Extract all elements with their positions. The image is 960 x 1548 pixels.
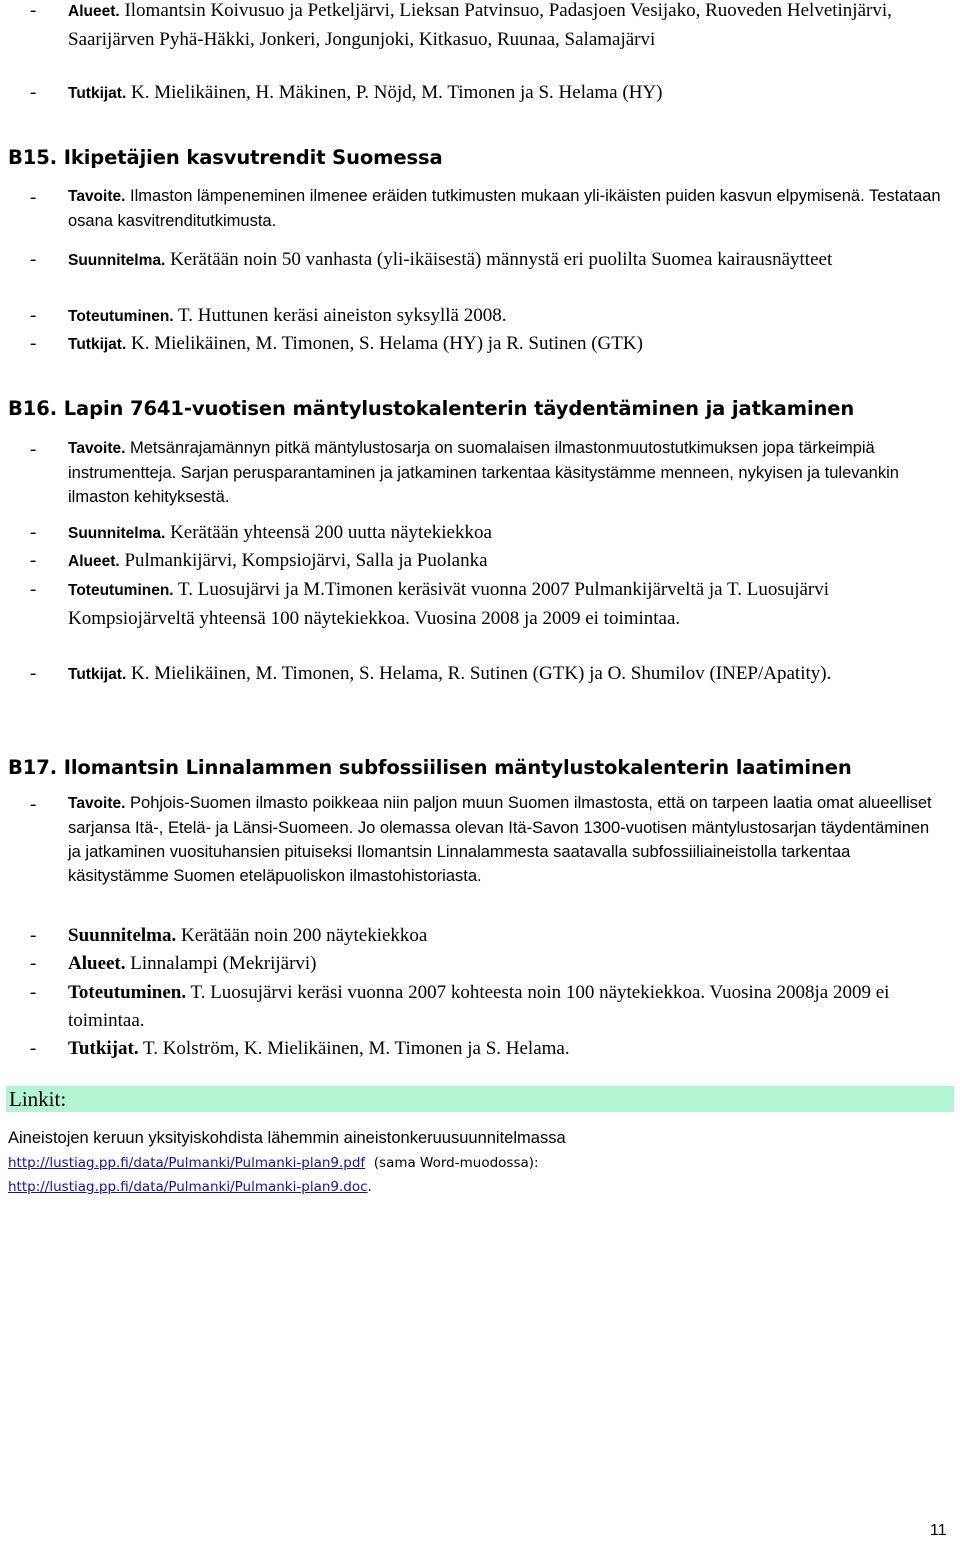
tutkijat-label: Tutkijat. [68,1038,139,1059]
tavoite-label: Tavoite. [68,188,126,205]
links-period: . [367,1179,372,1195]
bullet-dash: - [30,550,37,571]
tavoite-text: Metsänrajamännyn pitkä mäntylustosarja on suomalaisen ilmastonmuutostutkimuksen jopa tärkeimpiä instrumentteja. Sarjan perusparantaminen ja jatkaminen tarkentaa käsitystämme menneen, nykyisen ja tulevankin ilmaston kehityksestä. [68,439,899,506]
tutkijat-text: K. Mielikäinen, H. Mäkinen, P. Nöjd, M. Timonen ja S. Helama (HY) [131,82,663,103]
tutkijat-text: K. Mielikäinen, M. Timonen, S. Helama (HY) ja R. Sutinen (GTK) [131,333,643,354]
link-doc[interactable]: http://lustiag.pp.fi/data/Pulmanki/Pulmanki-plan9.doc [8,1179,368,1195]
suunnitelma-label: Suunnitelma. [68,525,166,542]
suunnitelma-text: Kerätään noin 200 näytekiekkoa [180,925,428,946]
bullet-dash: - [30,333,37,354]
tutkijat-item [30,79,945,108]
links-heading: Linkit: [9,1087,67,1111]
bullet-dash: - [30,982,37,1003]
alueet-text: Linnalampi (Mekrijärvi) [130,953,317,974]
tavoite-label: Tavoite. [68,440,126,457]
links-intro: Aineistojen keruun yksityiskohdista lähemmin aineistonkeruusuunnitelmassa [8,1129,566,1147]
tutkijat-label: Tutkijat. [68,666,127,683]
tutkijat-text: T. Kolström, K. Mielikäinen, M. Timonen ja S. Helama. [143,1038,570,1059]
bullet-dash: - [30,305,37,326]
toteutuminen-label: Toteutuminen. [68,582,174,599]
toteutuminen-text: T. Luosujärvi keräsi vuonna 2007 kohteesta noin 100 näytekiekkoa. Vuosina 2008ja 2009 ei toimintaa. [68,982,890,1031]
tutkijat-text: K. Mielikäinen, M. Timonen, S. Helama, R. Sutinen (GTK) ja O. Shumilov (INEP/Apatity). [131,663,832,684]
section-heading-b16: B16. Lapin 7641-vuotisen mäntylustokalenterin täydentäminen ja jatkaminen [8,397,855,420]
toteutuminen-item [30,302,945,331]
bullet-dash: - [30,522,37,543]
tutkijat-label: Tutkijat. [68,85,127,102]
tutkijat-item [30,330,945,359]
toteutuminen-text: T. Huttunen keräsi aineiston syksyllä 2008. [178,305,507,326]
alueet-label: Alueet. [68,553,120,570]
alueet-item [30,547,945,576]
bullet-dash: - [30,82,37,103]
toteutuminen-label: Toteutuminen. [68,308,174,325]
tutkijat-label: Tutkijat. [68,336,127,353]
bullet-dash: - [30,663,37,684]
bullet-dash: - [30,925,37,946]
alueet-item [30,950,945,978]
page-number: 11 [930,1522,947,1539]
alueet-label: Alueet. [68,3,120,20]
links-between-text: (sama Word-muodossa): [373,1155,539,1171]
suunnitelma-label: Suunnitelma. [68,925,177,946]
bullet-dash: - [30,249,37,270]
alueet-text: Ilomantsin Koivusuo ja Petkeljärvi, Lieksan Patvinsuo, Padasjoen Vesijako, Ruoveden Helvetinjärvi, Saarijärven Pyhä-Häkki, Jonkeri, Jongunjoki, Kitkasuo, Ruunaa, Salamajärvi [68,0,892,50]
bullet-dash: - [30,794,37,815]
section-heading-b17: B17. Ilomantsin Linnalammen subfossiilisen mäntylustokalenterin laatiminen [8,756,852,779]
toteutuminen-item [30,979,945,1035]
bullet-dash: - [30,579,37,600]
tutkijat-item [30,1035,945,1063]
suunnitelma-item [30,246,945,275]
toteutuminen-item [30,576,945,633]
suunnitelma-item [30,922,945,950]
tutkijat-item [30,660,945,689]
section-heading-b15: B15. Ikipetäjien kasvutrendit Suomessa [8,146,443,169]
bullet-dash: - [30,953,37,974]
tavoite-text: Ilmaston lämpeneminen ilmenee eräiden tutkimusten mukaan yli-ikäisten puiden kasvun elpymisenä. Testataan osana kasvitrenditutkimusta. [68,187,941,230]
tavoite-text: Pohjois-Suomen ilmasto poikkeaa niin paljon muun Suomen ilmastosta, että on tarpeen laatia omat alueelliset sarjansa Itä-, Etelä- ja Länsi-Suomeen. Jo olemassa olevan Itä-Savon 1300-vuotisen mäntylustosarjan täydentäminen ja jatkaminen vuosituhansien pituiseksi Ilomantsin Linnalammesta saatavalla subfossiiliaineistolla tarkentaa käsitystämme Suomen eteläpuoliskon ilmastohistoriasta. [68,794,932,885]
alueet-label: Alueet. [68,953,126,974]
tavoite-item [30,436,945,509]
bullet-dash: - [30,439,37,460]
suunnitelma-text: Kerätään noin 50 vanhasta (yli-ikäisestä) männystä eri puolilta Suomea kairausnäytteet [170,249,833,270]
toteutuminen-text: T. Luosujärvi ja M.Timonen keräsivät vuonna 2007 Pulmankijärveltä ja T. Luosujärvi Kompsiojärveltä yhteensä 100 näytekiekkoa. Vuosina 2008 ja 2009 ei toimintaa. [68,579,830,629]
bullet-dash: - [30,187,37,208]
links-line-1 [8,1151,539,1175]
toteutuminen-label: Toteutuminen. [68,982,187,1003]
alueet-item [30,0,945,54]
link-pdf[interactable]: http://lustiag.pp.fi/data/Pulmanki/Pulmanki-plan9.pdf [8,1155,366,1171]
suunnitelma-item [30,519,945,548]
bullet-dash: - [30,0,37,21]
suunnitelma-text: Kerätään yhteensä 200 uutta näytekiekkoa [170,522,492,543]
bullet-dash: - [30,1038,37,1059]
alueet-text: Pulmankijärvi, Kompsiojärvi, Salla ja Puolanka [124,550,488,571]
links-line-2 [8,1175,372,1199]
suunnitelma-label: Suunnitelma. [68,252,166,269]
tavoite-item [30,184,945,233]
tavoite-label: Tavoite. [68,795,126,812]
links-heading-bar [6,1086,954,1112]
tavoite-item [30,791,945,888]
